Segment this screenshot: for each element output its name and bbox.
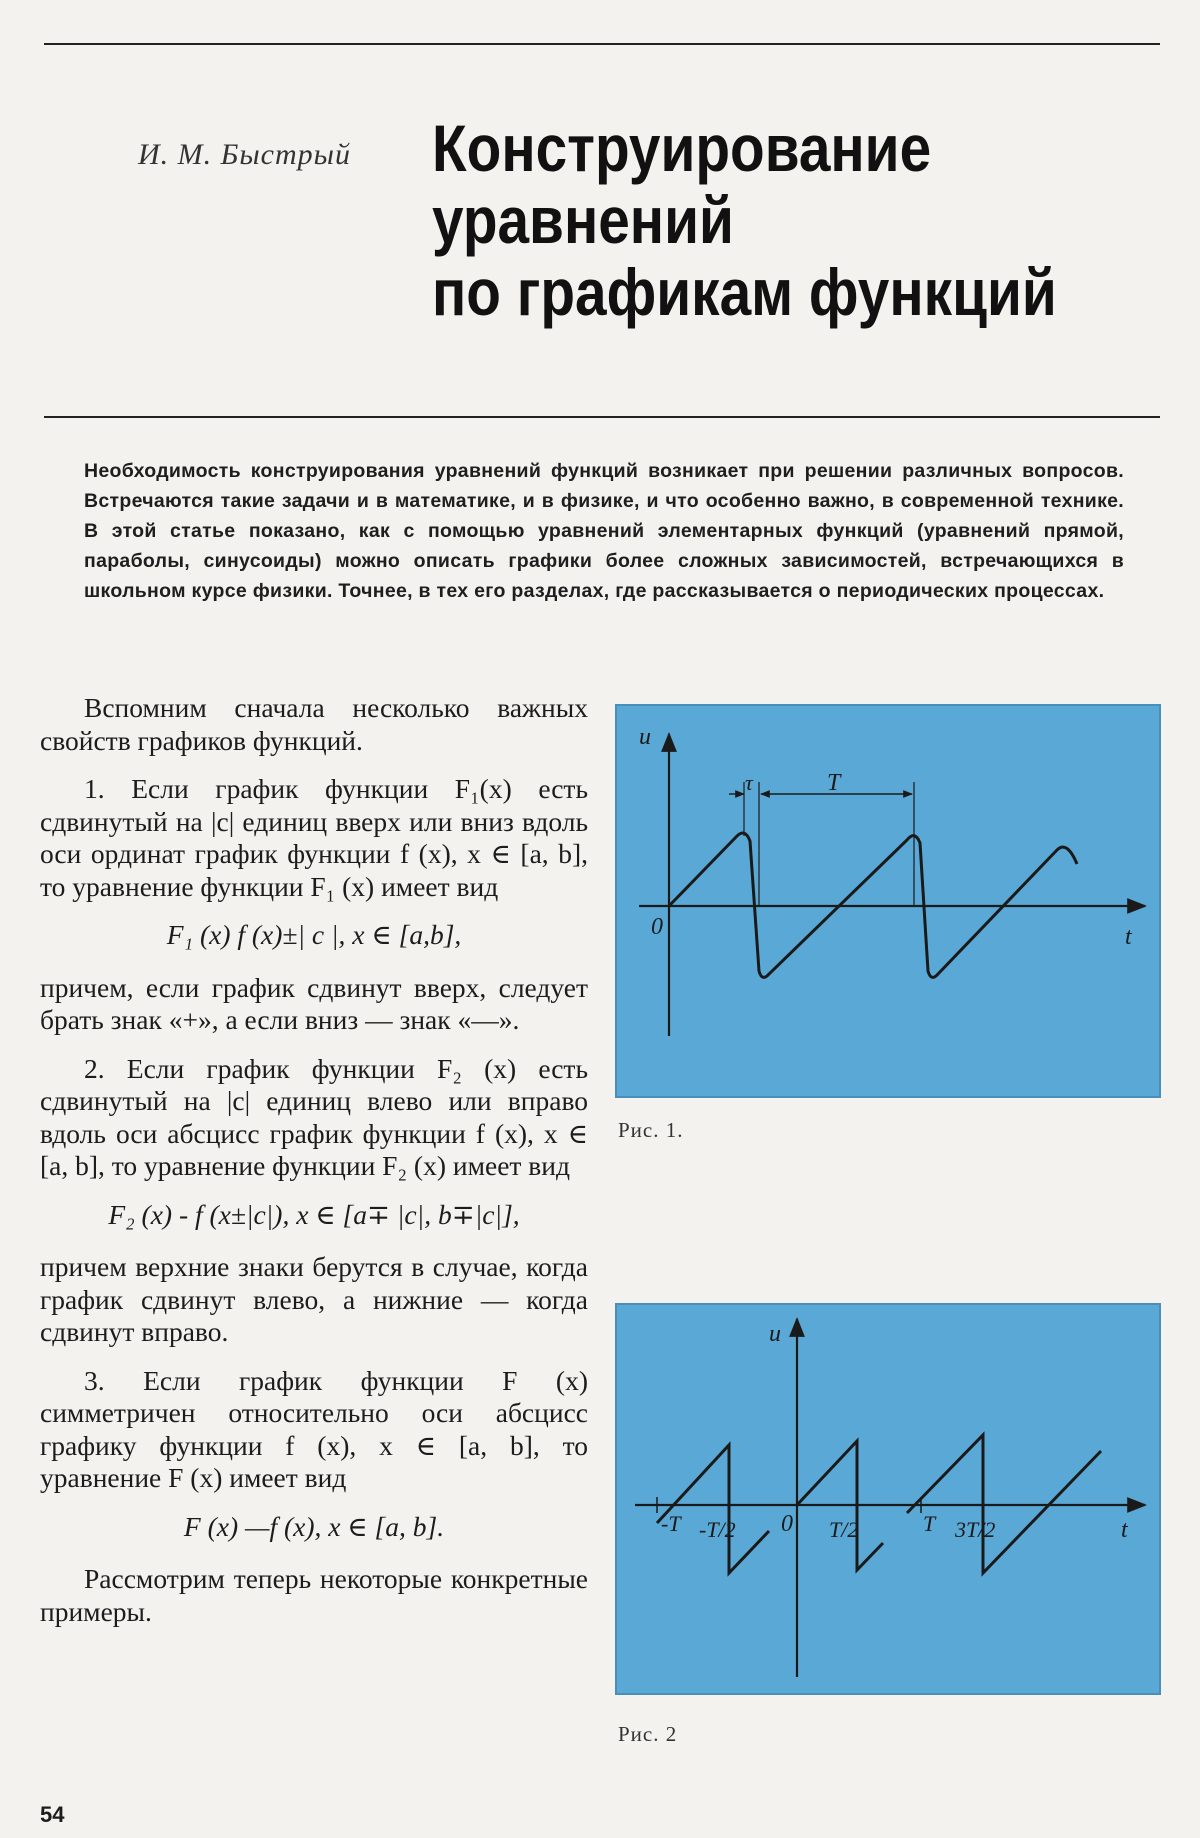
- outro-paragraph: Рассмотрим теперь некоторые конкретные примеры.: [40, 1563, 588, 1627]
- abstract: Необходимость конструирования уравнений функций возникает при решении различных вопросов. Встречаются такие задачи и в математике, и в физике, и что особенно важно, в современной технике. В этой статье показано, как с помощью уравнений элементарных функций (уравнений прямой, параболы, синусоиды) можно описать графики более сложных зависимостей, встречающихся в школьном курсе физики. Точнее, в тех его разделах, где рассказывается о периодических процессах.: [84, 460, 1124, 602]
- article-title: [432, 112, 1057, 328]
- x-axis-label: t: [1121, 1517, 1128, 1543]
- title-line-1: Конструирование: [432, 111, 932, 185]
- page-number: 54: [40, 1802, 65, 1827]
- tick-label-T: T: [923, 1511, 936, 1536]
- formula-2: F₂ (x) - f (x±|c|), x ∈ [a∓ |c|, b∓|c|],: [108, 1198, 520, 1230]
- figure-2-caption: Рис. 2: [618, 1722, 678, 1746]
- tick-label-minus-T: -T: [661, 1511, 681, 1536]
- y-axis-label: u: [639, 724, 651, 750]
- figure-1: [615, 704, 1161, 1098]
- origin-label: 0: [781, 1511, 793, 1537]
- period-label: T: [827, 770, 841, 796]
- author-name: И. М. Быстрый: [138, 138, 351, 171]
- property-2: 2. Если график функции F₂ (x) есть сдвинутый на |c| единиц влево или вправо вдоль оси абсцисс график функции f (x), x ∈ [a, b], то уравнение функции F₂ (x) имеет вид: [40, 1052, 588, 1181]
- tick-label-minus-T-half: -T/2: [699, 1517, 736, 1542]
- property-1-note: причем, если график сдвинут вверх, следует брать знак «+», а если вниз — знак «—».: [40, 971, 588, 1035]
- x-axis-label: t: [1125, 924, 1132, 950]
- figure-1-caption: Рис. 1.: [618, 1118, 684, 1142]
- tick-label-3T-half: 3T/2: [955, 1517, 996, 1542]
- formula-3: F (x) —f (x), x ∈ [a, b].: [183, 1510, 445, 1542]
- figure-2-graph: [617, 1305, 1159, 1693]
- figure-1-graph: [617, 706, 1159, 1096]
- y-axis-label: u: [769, 1321, 781, 1347]
- intro-paragraph: Вспомним сначала несколько важных свойств графиков функций.: [40, 692, 588, 756]
- title-rule: [44, 416, 1160, 418]
- property-1: 1. Если график функции F₁(x) есть сдвинутый на |c| единиц вверх или вниз вдоль оси ординат график функции f (x), x ∈ [a, b], то уравнение функции F₁ (x) имеет вид: [40, 773, 588, 902]
- origin-label: 0: [651, 914, 663, 940]
- top-rule: [44, 43, 1160, 45]
- property-3: 3. Если график функции F (x) симметричен относительно оси абсцисс графику функции f (x), x ∈ [a, b], то уравнение F (x) имеет вид: [40, 1364, 588, 1493]
- tick-label-T-half: T/2: [829, 1517, 859, 1542]
- property-2-note: причем верхние знаки берутся в случае, когда график сдвинут влево, а нижние — когда сдвинут вправо.: [40, 1251, 588, 1347]
- formula-1: F₁ (x) f (x)±| c |, x ∈ [a,b],: [166, 919, 462, 950]
- title-line-2: уравнений: [432, 183, 734, 257]
- tau-label: τ: [745, 770, 753, 795]
- figure-2: [615, 1303, 1161, 1695]
- body-column: [40, 692, 588, 1628]
- title-line-3: по графикам функций: [432, 255, 1057, 329]
